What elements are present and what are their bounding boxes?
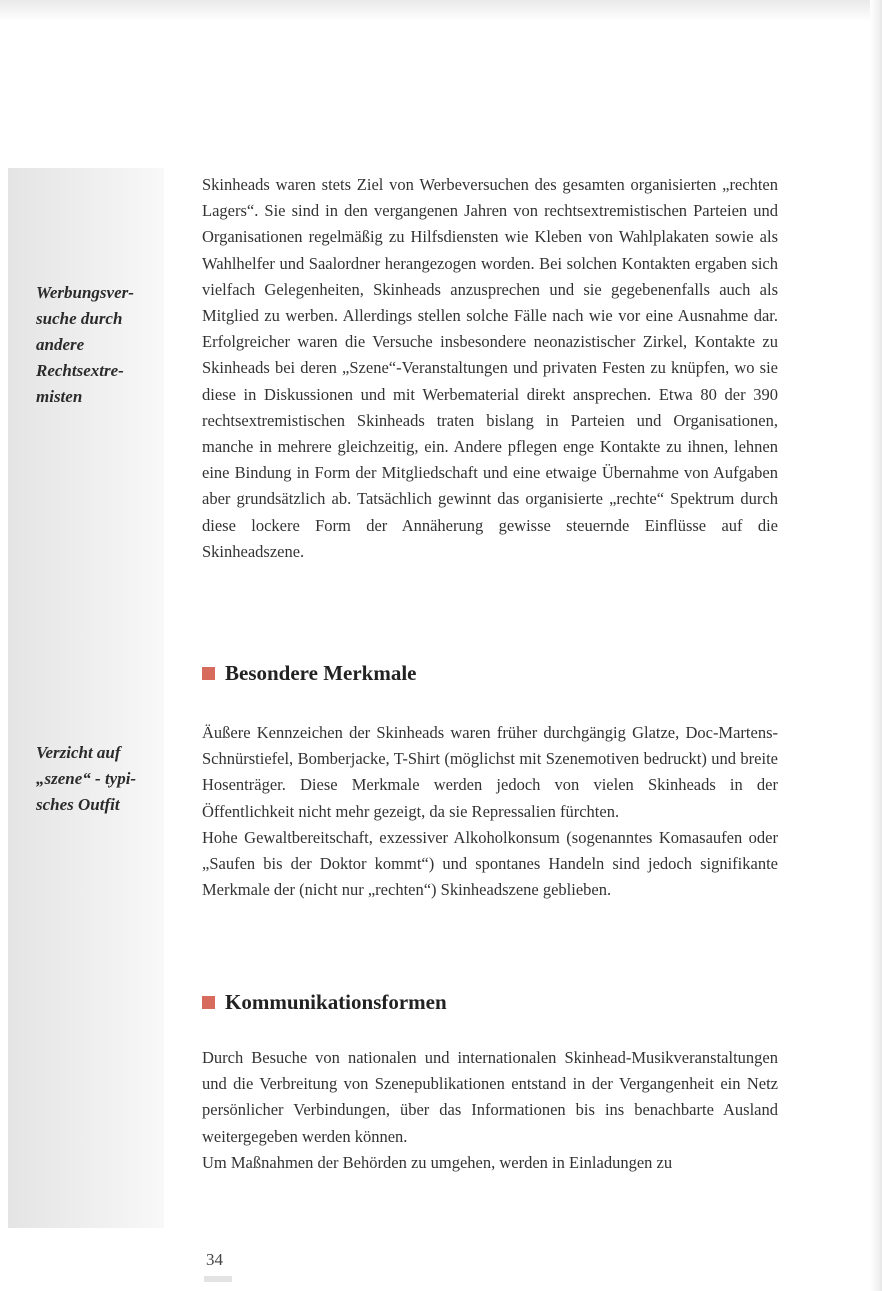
scan-top-shadow [0,0,870,22]
heading-besondere-merkmale [202,659,416,687]
page-number-underline [204,1276,232,1282]
scan-right-edge [870,0,882,1291]
margin-note-werbungsversuche: Werbungsver- suche durch andere Rechtsextre- misten [36,283,134,406]
heading-text: Besondere Merkmale [225,661,417,685]
heading-marker-icon [202,667,215,680]
margin-note-outfit: Verzicht auf „szene“ - typi- sches Outfit [36,743,137,814]
heading-kommunikationsformen [202,988,447,1016]
heading-marker-icon [202,996,215,1009]
kommunikation-paragraph-2: Um Maßnahmen der Behörden zu umgehen, werden in Einladungen zu [202,1152,673,1172]
merkmale-section [202,720,778,903]
merkmale-paragraph-2: Hohe Gewaltbereitschaft, exzessiver Alkoholkonsum (sogenanntes Komasaufen oder „Saufen bis der Doktor kommt“) und spontanes Handeln sind jedoch signifikante Merkmale der (nicht nur „rechten“) Skinheadszene geblieben. [202,827,778,900]
page-number: 34 [206,1250,223,1269]
heading-text: Kommunikationsformen [225,990,447,1014]
intro-section [202,172,778,565]
kommunikation-section [202,1045,778,1176]
kommunikation-paragraph-1: Durch Besuche von nationalen und internationalen Skinhead-Musikveranstaltungen und die Verbreitung von Szenepublikationen entstand in der Vergangenheit ein Netz persönlicher Verbindungen, über das Informationen bis ins benachbarte Ausland weitergegeben werden können. [202,1048,778,1146]
merkmale-paragraph-1: Äußere Kennzeichen der Skinheads waren früher durchgängig Glatze, Doc-Martens-Schnürstiefel, Bomberjacke, T-Shirt (möglichst mit Szenemotiven bedruckt) und breite Hosenträger. Diese Merkmale werden jedoch von vielen Skinheads in der Öffentlichkeit nicht mehr gezeigt, da sie Repressalien fürchten. [202,723,778,821]
intro-paragraph: Skinheads waren stets Ziel von Werbeversuchen des gesamten organisierten „rechten Lagers“. Sie sind in den vergangenen Jahren von rechtsextremistischen Parteien und Organisationen regelmäßig zu Hilfsdiensten wie Kleben von Wahlplakaten sowie als Wahlhelfer und Saalordner herangezogen worden. Bei solchen Kontakten ergaben sich vielfach Gelegenheiten, Skinheads anzusprechen und sie gegebenenfalls auch als Mitglied zu werben. Allerdings stellen solche Fälle nach wie vor eine Ausnahme dar. Erfolgreicher waren die Versuche insbesondere neonazistischer Zirkel, Kontakte zu Skinheads bei deren „Szene“-Veranstaltungen und privaten Festen zu knüpfen, wo sie diese in Diskussionen und mit Werbematerial direkt ansprechen. Etwa 80 der 390 rechtsextremistischen Skinheads traten bislang in Parteien und Organisationen, manche in mehrere gleichzeitig, ein. Andere pflegen enge Kontakte zu ihnen, lehnen eine Bindung in Form der Mitgliedschaft und eine etwaige Übernahme von Aufgaben aber grundsätzlich ab. Tatsächlich gewinnt das organisierte „rechte“ Spektrum durch diese lockere Form der Annäherung gewisse steuernde Einflüsse auf die Skinheadszene. [202,175,778,561]
